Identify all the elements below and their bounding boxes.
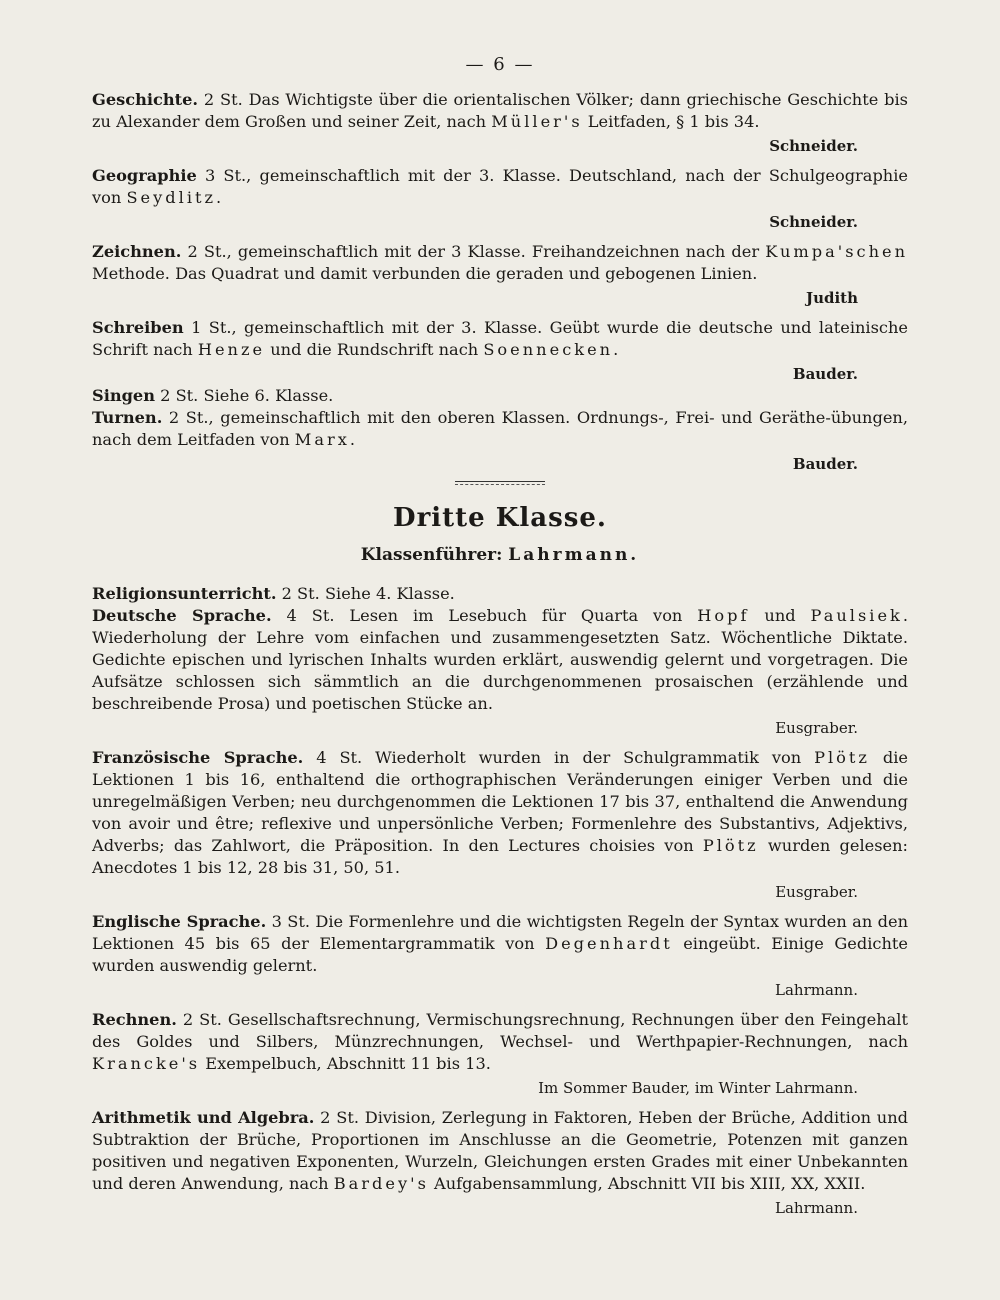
section-schreiben xyxy=(92,317,908,361)
section-text: 2 St., gemeinschaftlich mit der 3 Klasse. Freihandzeichnen nach der xyxy=(181,242,766,261)
section-text: eingeübt. Einige Gedichte wurden auswendig gelernt. xyxy=(92,934,908,975)
section-text: und xyxy=(749,606,811,625)
teacher-name: Schneider. xyxy=(769,137,858,155)
section-heading: Geschichte. xyxy=(92,90,199,109)
section-heading: Französische Sprache. xyxy=(92,748,304,767)
section-text: Aufgabensammlung, Abschnitt VII bis XIII, XX, XXII. xyxy=(428,1174,866,1193)
author-name: Müller's xyxy=(491,112,583,131)
author-name: Kumpa'schen xyxy=(765,242,908,261)
section-text: Exempelbuch, Abschnitt 11 bis 13. xyxy=(200,1054,491,1073)
class-title: Dritte Klasse. xyxy=(393,503,607,533)
section-religion xyxy=(92,583,908,605)
section-text: 3 St., gemeinschaftlich mit der 3. Klasse. Deutschland, nach der Schulgeographie von xyxy=(92,166,908,207)
author-name: Bardey's xyxy=(333,1174,429,1193)
section-heading: Englische Sprache. xyxy=(92,912,267,931)
section-englisch xyxy=(92,911,908,977)
section-text: . xyxy=(613,340,619,359)
section-heading: Schreiben xyxy=(92,318,184,337)
section-text: 2 St. Siehe 6. Klasse. xyxy=(155,386,334,405)
teacher-name: Bauder. xyxy=(792,365,858,383)
teacher-name: Im Sommer Bauder, im Winter Lahrmann. xyxy=(538,1079,858,1097)
author-name: Paulsiek xyxy=(810,606,903,625)
section-heading: Geographie xyxy=(92,166,197,185)
section-heading: Arithmetik und Algebra. xyxy=(92,1108,315,1127)
section-text: . xyxy=(349,430,356,449)
section-text: die Lektionen 1 bis 16, enthaltend die orthographischen Veränderungen einiger Verben und die unregelmäßigen Verben; neu durchgenommen die Lektionen 17 bis 37, enthaltend die Anwendung von avoir und être; reflexive und unpersönliche Verben; Formenlehre des Substantivs, Adjektivs, Adverbs; das Zahlwort, die Präposition. In den Lectures choisies von xyxy=(92,748,908,855)
section-franzoesisch xyxy=(92,747,908,879)
teacher-name: Bauder. xyxy=(792,455,858,473)
author-name: Marx xyxy=(294,430,350,449)
section-heading: Turnen. xyxy=(92,408,163,427)
section-text: 2 St., gemeinschaftlich mit den oberen Klassen. Ordnungs-, Frei- und Geräthe-übungen, nach dem Leitfaden von xyxy=(92,408,908,449)
section-rechnen xyxy=(92,1009,908,1075)
section-text: Leitfaden, § 1 bis 34. xyxy=(582,112,760,131)
teacher-name: Lahrmann. xyxy=(775,981,858,999)
section-text: und die Rundschrift nach xyxy=(265,340,484,359)
section-heading: Religionsunterricht. xyxy=(92,584,277,603)
author-name: Seydlitz xyxy=(126,188,217,207)
author-name: Soennecken xyxy=(483,340,614,359)
author-name: Plötz xyxy=(702,836,759,855)
section-singen xyxy=(92,385,908,407)
teacher-name: Eusgraber. xyxy=(775,883,858,901)
section-text: 1 St., gemeinschaftlich mit der 3. Klasse. Geübt wurde die deutsche und lateinische Schrift nach xyxy=(92,318,908,359)
author-name: Krancke's xyxy=(92,1054,201,1073)
section-text: 2 St. Siehe 4. Klasse. xyxy=(276,584,455,603)
section-text: . Wiederholung der Lehre vom einfachen und zusammengesetzten Satz. Wöchentliche Diktate. Gedichte epischen und lyrischen Inhalts wurden erklärt, auswendig gelernt und vorgetragen. Die Aufsätze schlossen sich sämmtlich an die durchgenommenen prosaischen (erzählende und beschreibende Prosa) und poetischen Stücke an. xyxy=(92,606,908,713)
class-leader-label: Klassenführer: xyxy=(360,545,509,565)
author-name: Henze xyxy=(197,340,266,359)
class-leader-name: Lahrmann. xyxy=(508,545,640,565)
section-text: 2 St. Gesellschaftsrechnung, Vermischungsrechnung, Rechnungen über den Feingehalt des Goldes und Silbers, Münzrechnungen, Wechsel- und Werthpapier-Rechnungen, nach xyxy=(92,1010,908,1051)
class-leader xyxy=(92,545,908,565)
page-number: — 6 — xyxy=(465,54,535,75)
section-heading: Deutsche Sprache. xyxy=(92,606,272,625)
section-geschichte xyxy=(92,89,908,133)
divider-rule xyxy=(455,481,545,485)
section-deutsch xyxy=(92,605,908,715)
section-text: 4 St. Lesen im Lesebuch für Quarta von xyxy=(271,606,698,625)
section-arithmetik xyxy=(92,1107,908,1195)
teacher-name: Schneider. xyxy=(769,213,858,231)
section-text: . xyxy=(216,188,222,207)
teacher-name: Eusgraber. xyxy=(775,719,858,737)
section-geographie xyxy=(92,165,908,209)
section-text: 3 St. Die Formenlehre und die wichtigsten Regeln der Syntax wurden an den Lektionen 45 bis 65 der Elementargrammatik von xyxy=(92,912,909,953)
author-name: Hopf xyxy=(697,606,750,625)
section-text: wurden gelesen: Anecdotes 1 bis 12, 28 bis 31, 50, 51. xyxy=(92,836,908,877)
author-name: Degenhardt xyxy=(545,934,673,953)
section-text: 4 St. Wiederholt wurden in der Schulgrammatik von xyxy=(303,748,815,767)
section-zeichnen xyxy=(92,241,908,285)
section-text: Methode. Das Quadrat und damit verbunden die geraden und gebogenen Linien. xyxy=(92,264,758,283)
section-heading: Rechnen. xyxy=(92,1010,177,1029)
teacher-name: Lahrmann. xyxy=(775,1199,858,1217)
teacher-name: Judith xyxy=(805,289,858,307)
section-text: 2 St. Das Wichtigste über die orientalischen Völker; dann griechische Geschichte bis zu Alexander dem Großen und seiner Zeit, nach xyxy=(92,90,908,131)
section-heading: Singen xyxy=(92,386,155,405)
section-heading: Zeichnen. xyxy=(92,242,182,261)
section-turnen xyxy=(92,407,908,451)
author-name: Plötz xyxy=(814,748,870,767)
section-text: 2 St. Division, Zerlegung in Faktoren, Heben der Brüche, Addition und Subtraktion der Brüche, Proportionen im Anschlusse an die Geometrie, Potenzen mit ganzen positiven und negativen Exponenten, Wurzeln, Gleichungen ersten Grades mit einer Unbekannten und deren Anwendung, nach xyxy=(92,1108,909,1193)
